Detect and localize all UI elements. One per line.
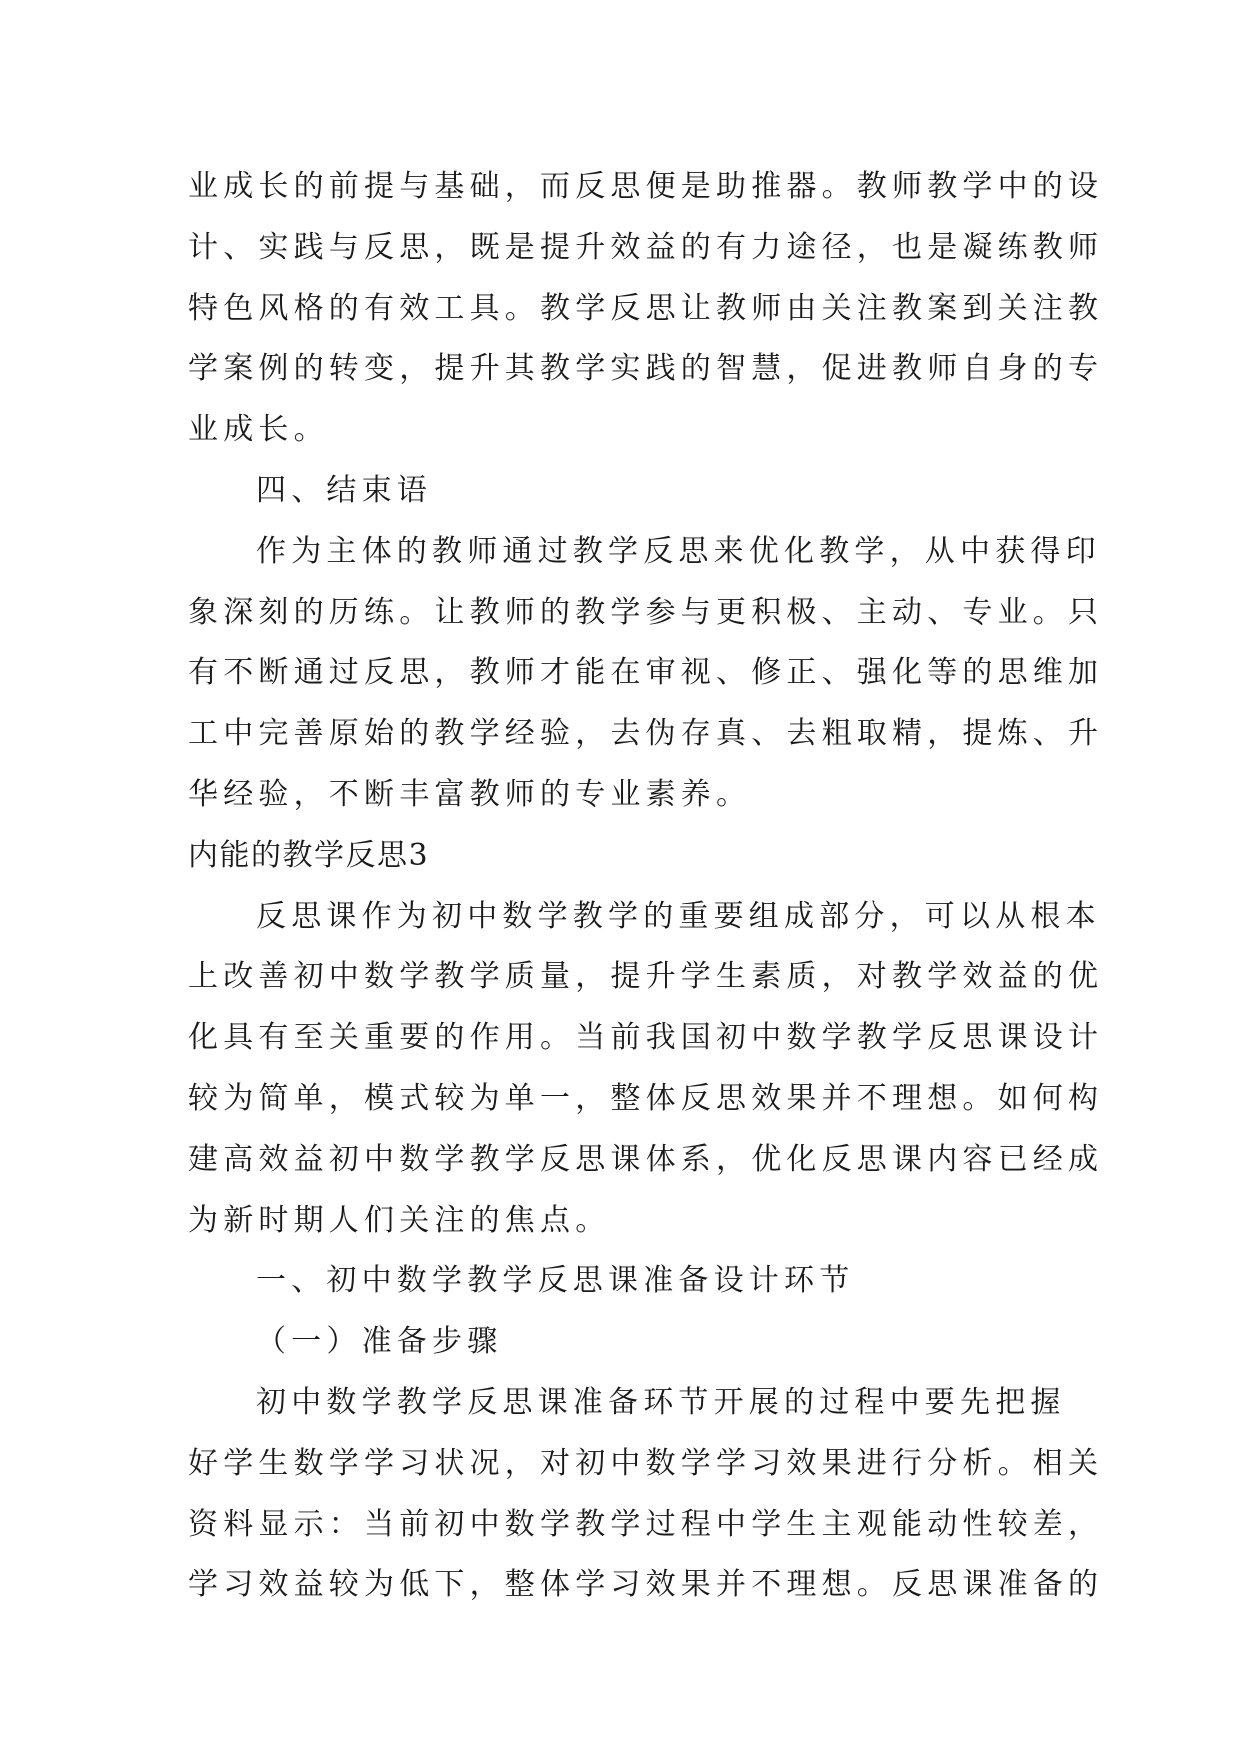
text-line: 化具有至关重要的作用。当前我国初中数学教学反思课设计 [188, 1020, 1104, 1056]
text-line: 象深刻的历练。让教师的教学参与更积极、主动、专业。只 [188, 594, 1104, 630]
text-line: 较为简单，模式较为单一，整体反思效果并不理想。如何构 [188, 1080, 1104, 1116]
text-line: 资料显示：当前初中数学教学过程中学生主观能动性较差， [188, 1506, 1104, 1542]
text-line: 学习效益较为低下，整体学习效果并不理想。反思课准备的 [188, 1567, 1104, 1603]
document-body [188, 157, 1104, 1616]
text-line: 工中完善原始的教学经验，去伪存真、去粗取精，提炼、升 [188, 716, 1104, 752]
paragraph-start: 初中数学教学反思课准备环节开展的过程中要先把握 [256, 1384, 1066, 1420]
text-line: 建高效益初中数学教学反思课体系，优化反思课内容已经成 [188, 1141, 1104, 1177]
text-line: 有不断通过反思，教师才能在审视、修正、强化等的思维加 [188, 655, 1104, 691]
text-line: 好学生数学学习状况，对初中数学学习效果进行分析。相关 [188, 1445, 1104, 1481]
text-line: 计、实践与反思，既是提升效益的有力途径，也是凝练教师 [188, 229, 1104, 265]
text-line: 业成长的前提与基础，而反思便是助推器。教师教学中的设 [188, 169, 1104, 204]
text-line: 华经验，不断丰富教师的专业素养。 [188, 776, 752, 812]
paragraph-start: 作为主体的教师通过教学反思来优化教学，从中获得印 [256, 533, 1101, 569]
document-title: 内能的教学反思3 [188, 837, 430, 873]
text-line: 为新时期人们关注的焦点。 [188, 1202, 611, 1238]
paragraph-start: 反思课作为初中数学教学的重要组成部分，可以从根本 [256, 898, 1101, 934]
text-line: 学案例的转变，提升其教学实践的智慧，促进教师自身的专 [188, 351, 1104, 387]
text-line: 业成长。 [188, 412, 329, 448]
text-line: 特色风格的有效工具。教学反思让教师由关注教案到关注教 [188, 290, 1104, 326]
text-line: 上改善初中数学教学质量，提升学生素质，对教学效益的优 [188, 959, 1104, 995]
section-heading: 一、初中数学教学反思课准备设计环节 [256, 1263, 855, 1299]
subsection-heading: （一）准备步骤 [256, 1324, 503, 1360]
section-heading: 四、结束语 [256, 472, 432, 508]
